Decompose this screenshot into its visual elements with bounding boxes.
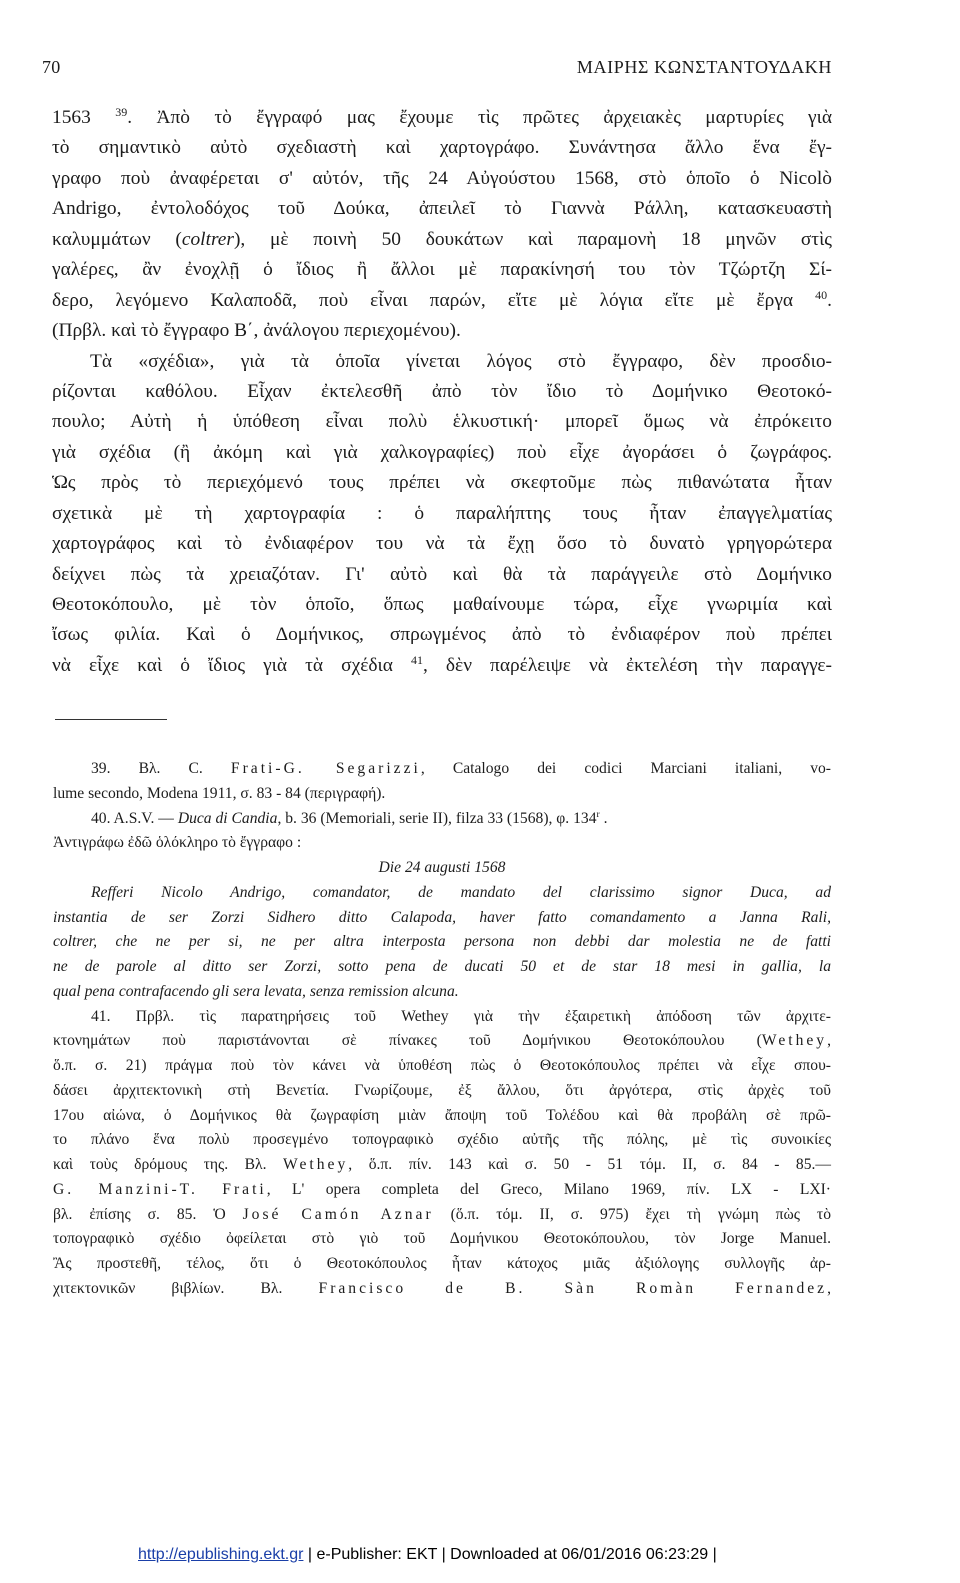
download-footer [0, 1544, 960, 1568]
quoted-document-line: instantia de ser Zorzi Sidhero ditto Calapoda, haver fatto comandamento a Janna Rali, [53, 908, 831, 926]
running-title: ΜΑΙΡΗΣ ΚΩΝΣΤΑΝΤΟΥΔΑΚΗ [576, 57, 832, 77]
text-line: ρίζονται καθόλου. Εἶχαν ἐκτελεσθῆ ἀπὸ τὸν ἴδιο τὸ Δομήνικο Θεοτοκό- [52, 380, 832, 402]
footnote-ref-39: 39 [115, 104, 128, 119]
document-date-title: Die 24 augusti 1568 [378, 859, 506, 876]
text-line: νὰ εἶχε καὶ ὁ ἴδιος γιὰ τὰ σχέδια $^{41}$, δὲν παρέλειψε νὰ ἐκτελέση τὴν παραγγε- [52, 652, 833, 676]
footnote-39: 39. Βλ. C. Frati-G. Segarizzi, Catalogo dei codici Marciani italiani, vo- [91, 760, 831, 777]
footnote-line: Ἂς προστεθῆ, τέλος, ὅτι ὁ Θεοτοκόπουλος ἦταν κάτοχος μιᾶς ἀξιόλογης συλλογῆς ἀρ- [53, 1255, 831, 1272]
text-line: Τὰ «σχέδια», γιὰ τὰ ὁποῖα γίνεται λόγος στὸ ἔγγραφο, δὲν προσδιο- [90, 350, 832, 372]
text-line: δερο, λεγόμενο Καλαποδᾶ, ποὺ εἶναι παρών, εἴτε μὲ λόγια εἴτε μὲ ἔργα $^{40}$. [52, 287, 832, 311]
footnote-40: 40. A.S.V. — Duca di Candia, b. 36 (Memoriali, serie II), filza 33 (1568), φ. 134$^r$ . [91, 808, 608, 827]
footnote-line: lume secondo, Modena 1911, σ. 83 - 84 (περιγραφή). [53, 784, 386, 802]
page-header [42, 57, 832, 83]
main-text [52, 103, 832, 681]
footnote-line: το πλάνο ἕνα πολὺ προσεγμένο τοπογραφικὸ σχέδιο αὐτῆς τῆς πόλης, μὲ τὶς συνοικίες [53, 1131, 831, 1149]
text-line: Ὡς πρὸς τὸ περιεχόμενό τους πρέπει νὰ σκεφτοῦμε πὼς πιθανώτατα ἦταν [52, 472, 832, 494]
footnote-41: 41. Πρβλ. τὶς παρατηρήσεις τοῦ Wethey γιὰ τὴν ἐξαιρετικὴ ἀπόδοση τῶν ἀρχιτε- [91, 1007, 831, 1025]
footer-info: | e-Publisher: EKT | Downloaded at 06/01/2016 06:23:29 | [303, 1546, 717, 1563]
text-line: Andrigo, ἐντολοδόχος τοῦ Δούκα, ἀπειλεῖ τὸ Γιαννὰ Ράλλη, κατασκευαστὴ [52, 198, 832, 220]
footnote-line: καὶ τοὺς δρόμους της. Βλ. Wethey, ὅ.π. πίν. 143 καὶ σ. 50 - 51 τόμ. II, σ. 84 - 85.— [53, 1156, 832, 1173]
quoted-document-line: ne de parole al ditto ser Zorzi, sotto pena de ducati 50 et de star 18 mesi in gallia, la [53, 958, 831, 975]
text-line: γαλέρες, ἂν ἐνοχλῇ ὁ ἴδιος ἢ ἄλλοι μὲ παρακίνησή του τὸν Τζώρτζη Σί- [52, 259, 832, 281]
epublishing-link[interactable]: http://epublishing.ekt.gr [138, 1546, 304, 1563]
quoted-document-line: coltrer, che ne per si, ne per altra interposta persona non debbi dar molestia ne de fatti [53, 933, 831, 951]
text-line: Θεοτοκόπουλο, μὲ τὸν ὁποῖο, ὅπως μαθαίνουμε τώρα, εἶχε γνωριμία καὶ [52, 594, 832, 615]
text-line: ἴσως φιλία. Καὶ ὁ Δομήνικος, σπρωγμένος ἀπὸ τὸ ἐνδιαφέρον ποὺ πρέπει [52, 624, 832, 646]
text-line: τὸ σημαντικὸ αὐτὸ σχεδιαστὴ καὶ χαρτογράφο. Συνάντησα ἄλλο ἕνα ἔγ- [52, 137, 832, 159]
text-line: σχετικὰ μὲ τὴ χαρτογραφία : ὁ παραλήπτης τους ἦταν ἐπαγγελματίας [52, 502, 832, 524]
footnote-ref-40: 40 [815, 287, 828, 302]
footnote-line: 17ου αἰώνα, ὁ Δομήνικος θὰ ζωγραφίση μιὰν ἄποψη τοῦ Τολέδου καὶ θὰ προβάλη σὲ πρῶ- [53, 1106, 831, 1124]
footnote-ref-41: 41 [410, 652, 423, 667]
text-line: καλυμμάτων (coltrer), μὲ ποινὴ 50 δουκάτων καὶ παραμονὴ 18 μηνῶν στὶς [52, 228, 832, 250]
text-line: πουλο; Αὐτὴ ἡ ὑπόθεση εἶναι πολὺ ἑλκυστική· μπορεῖ ὅμως νὰ ἐπρόκειτο [52, 411, 832, 433]
text-line: δείχνει πὼς τὰ χρειαζόταν. Γι' αὐτὸ καὶ θὰ τὰ παράγγειλε στὸ Δομήνικο [52, 563, 832, 585]
text-line: γραφο ποὺ ἀναφέρεται σ' αὐτόν, τῆς 24 Αὐγούστου 1568, στὸ ὁποῖο ὁ Nicolò [52, 167, 832, 189]
footnote-line: ὅ.π. σ. 21) πράγμα ποὺ τὸν κάνει νὰ ὑποθέση πὼς ὁ Θεοτοκόπουλος πρέπει νὰ εἶχε σπου- [53, 1057, 831, 1074]
text-line: χαρτογράφος καὶ τὸ ἐνδιαφέρον του νὰ τὰ ἔχῃ ὅσο τὸ δυνατὸ γρηγορώτερα [52, 533, 832, 555]
footnote-line: τοπογραφικὸ σχέδιο ὀφείλεται στὸ γιὸ τοῦ Δομήνικου Θεοτοκόπουλου, τὸν Jorge Manuel. [53, 1230, 831, 1248]
text-line: 1563 $^{39}$. Ἀπὸ τὸ ἔγγραφό μας ἔχουμε τὶς πρῶτες ἀρχειακὲς μαρτυρίες γιὰ [52, 104, 832, 128]
footnote-separator [55, 719, 167, 720]
footnote-line: βλ. ἐπίσης σ. 85. Ὁ José Camón Aznar (ὅ.π. τόμ. II, σ. 975) ἔχει τὴ γνώμη πὼς τὸ [53, 1205, 831, 1223]
footnote-line: κτονημάτων ποὺ παριστάνονται σὲ πίνακες τοῦ Δομήνικου Θεοτοκόπουλου (Wethey, [53, 1032, 831, 1050]
text-line: (Πρβλ. καὶ τὸ ἔγγραφο Β΄, ἀνάλογου περιεχομένου). [52, 320, 461, 342]
page-number: 70 [42, 57, 61, 77]
footnote-line: χιτεκτονικῶν βιβλίων. Βλ. Francisco de B. Sàn Romàn Fernandez, [53, 1279, 832, 1297]
footnote-line: δάσει ἀρχιτεκτονικὴ στὴ Βενετία. Γνωρίζουμε, ἐξ ἄλλου, ὅτι ἀργότερα, στὶς ἀρχὲς τοῦ [53, 1081, 831, 1099]
text-line: γιὰ σχέδια (ἢ ἀκόμη καὶ γιὰ χαλκογραφίες) ποὺ εἶχε ἀγοράσει ὁ ζωγράφος. [52, 441, 832, 463]
footnotes [53, 757, 831, 1302]
footnote-line: G. Manzini-T. Frati, L' opera completa del Greco, Milano 1969, πίν. LX - LXI· [53, 1180, 831, 1198]
quoted-document-line: qual pena contrafacendo gli sera levata, senza remission alcuna. [53, 982, 459, 1000]
footnote-line: Ἀντιγράφω ἐδῶ ὁλόκληρο τὸ ἔγγραφο : [53, 834, 302, 852]
quoted-document-line: Refferi Nicolo Andrigo, comandator, de mandato del clarissimo signor Duca, ad [91, 883, 831, 901]
